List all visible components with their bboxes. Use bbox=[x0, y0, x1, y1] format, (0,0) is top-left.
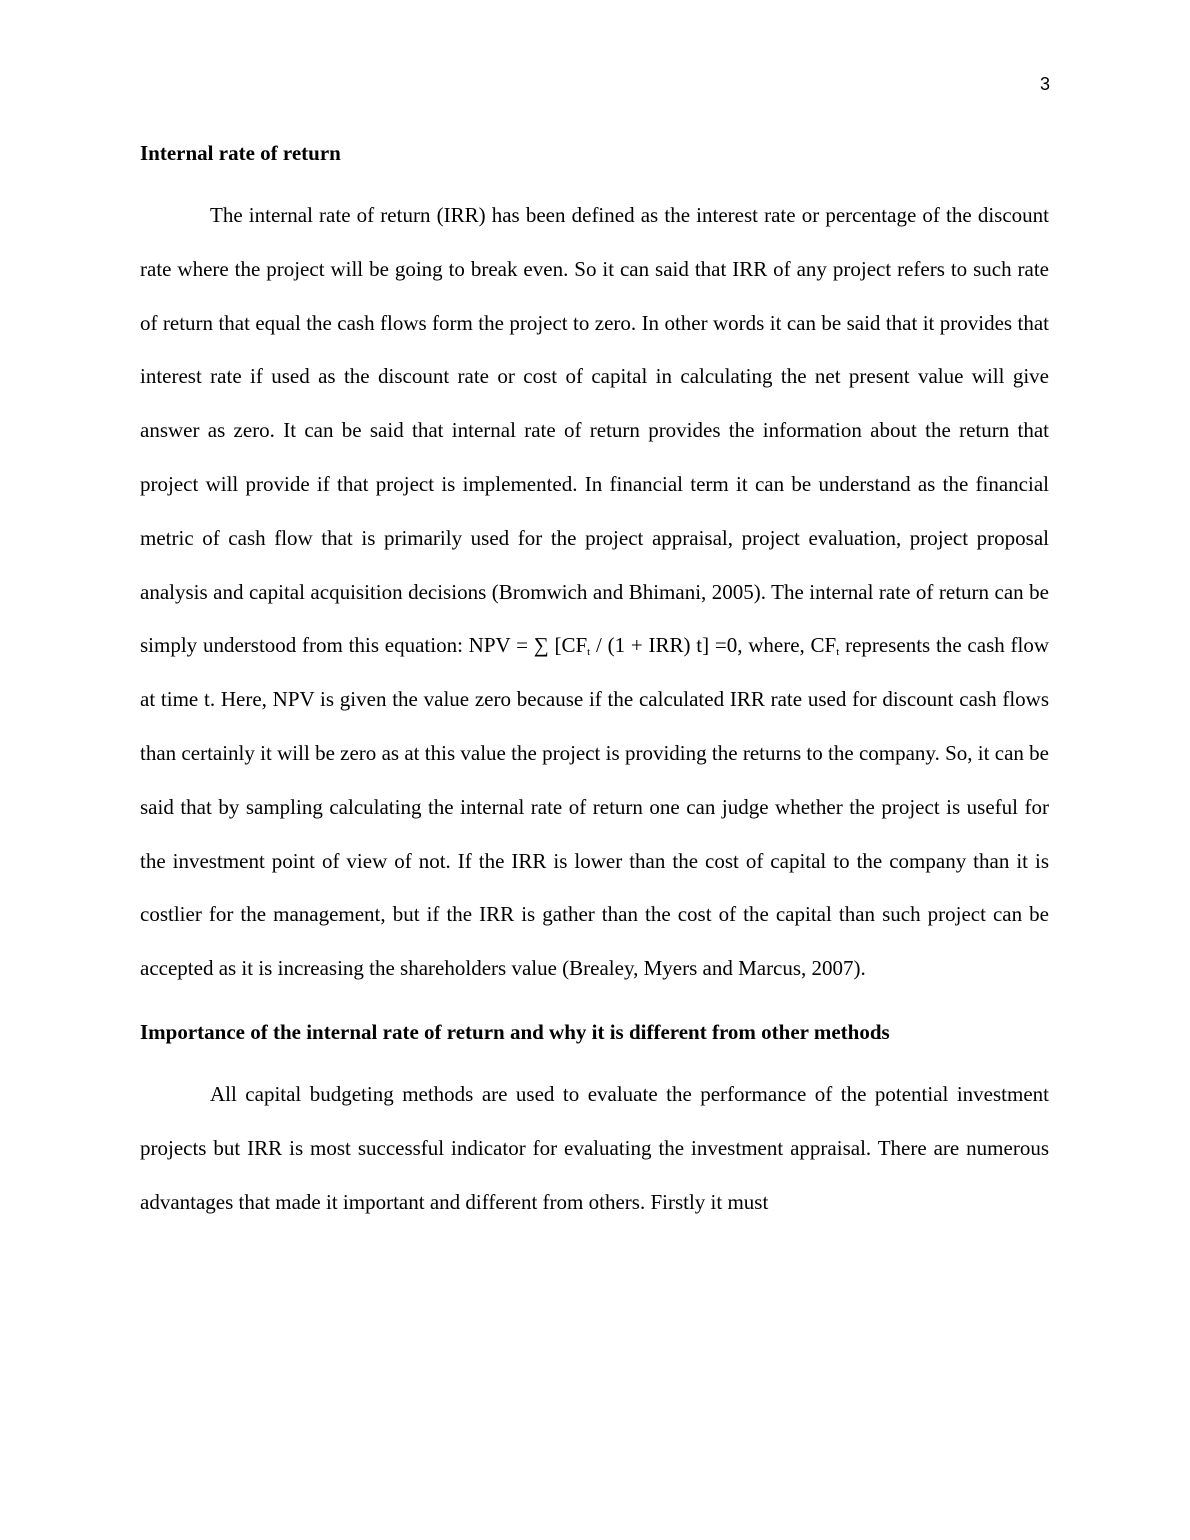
document-body bbox=[140, 135, 1049, 1229]
section-heading-irr: Internal rate of return bbox=[140, 141, 341, 165]
paragraph-text-part1: The internal rate of return (IRR) has been defined as the interest rate or percentage of the discount rate where the project will be going to break even. So it can said that IRR of any project refers to such rate of return that equal the cash flows form the project to zero. In other words it can be said that it provides that interest rate if used as the discount rate or cost of capital in calculating the net present value will give answer as zero. It can be said that internal rate of return provides the information about the return that project will provide if that project is implemented. In financial term it can be understand as the financial metric of cash flow that is primarily used for the project appraisal, project evaluation, project proposal analysis and capital acquisition decisions (Bromwich and Bhimani, 2005). The internal rate of return can be simply understood from this equation: NPV = ∑ [CF bbox=[140, 203, 1049, 658]
paragraph-irr-definition bbox=[140, 189, 1049, 996]
page-number: 3 bbox=[1039, 74, 1050, 94]
paragraph-text-part3: represents the cash flow at time t. Here, NPV is given the value zero because if the calculated IRR rate used for discount cash flows than certainly it will be zero as at this value the project is providing the returns to the company. So, it can be said that by sampling calculating the internal rate of return one can judge whether the project is useful for the investment point of view of not. If the IRR is lower than the cost of capital to the company than it is costlier for the management, but if the IRR is gather than the cost of the capital than such project can be accepted as it is increasing the shareholders value (Brealey, Myers and Marcus, 2007). bbox=[140, 633, 1050, 981]
paragraph-text-part2: / (1 + IRR) t] =0, where, CF bbox=[590, 633, 837, 658]
subscript-t-2: t bbox=[836, 646, 840, 659]
paragraph-importance: All capital budgeting methods are used to evaluate the performance of the potential investment projects but IRR is most successful indicator for evaluating the investment appraisal. There are numerous advantages that made it important and different from others. Firstly it must bbox=[140, 1081, 1049, 1214]
section-heading-importance: Importance of the internal rate of return and why it is different from other methods bbox=[140, 1019, 890, 1044]
subscript-t-1: t bbox=[587, 646, 591, 659]
